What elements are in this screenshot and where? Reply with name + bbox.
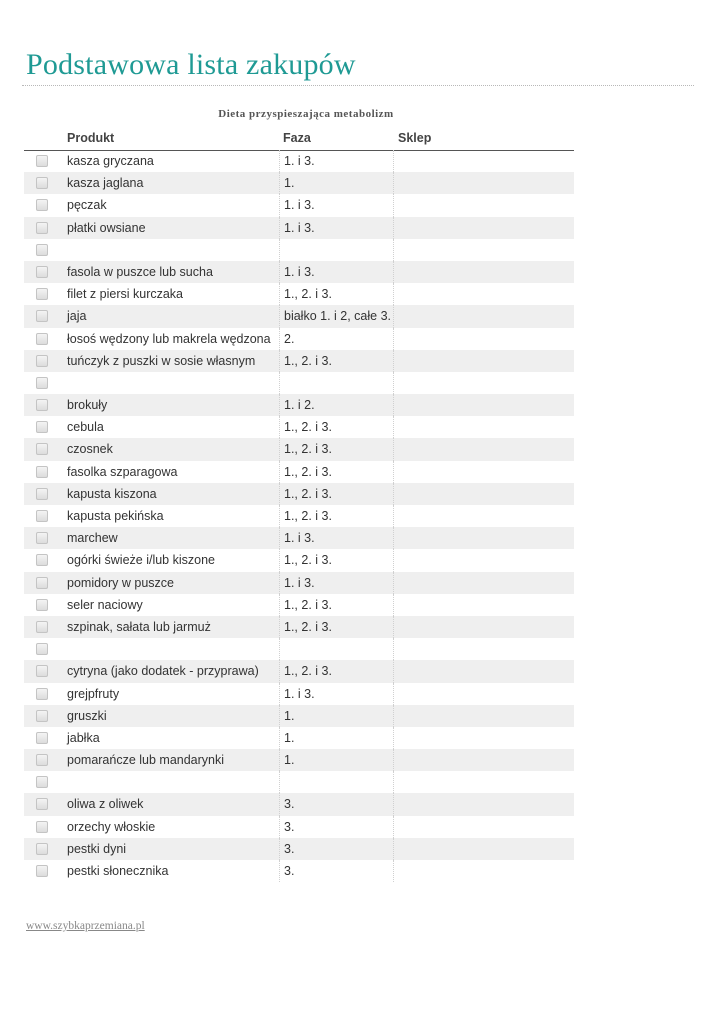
- checkbox[interactable]: [36, 821, 48, 833]
- column-divider: [393, 150, 394, 172]
- checkbox[interactable]: [36, 599, 48, 611]
- column-divider: [393, 505, 394, 527]
- column-divider: [279, 527, 280, 549]
- list-item: [24, 527, 574, 549]
- phase-value: 1., 2. i 3.: [284, 553, 332, 568]
- list-item: [24, 838, 574, 860]
- column-divider: [279, 217, 280, 239]
- checkbox[interactable]: [36, 554, 48, 566]
- checkbox[interactable]: [36, 377, 48, 389]
- column-divider: [393, 350, 394, 372]
- checkbox[interactable]: [36, 244, 48, 256]
- product-name: tuńczyk z puszki w sosie własnym: [67, 353, 256, 368]
- column-header-shop: Sklep: [398, 131, 432, 145]
- checkbox[interactable]: [36, 665, 48, 677]
- product-name: fasolka szparagowa: [67, 464, 178, 479]
- phase-value: 3.: [284, 797, 295, 812]
- phase-value: 3.: [284, 841, 295, 856]
- column-divider: [279, 483, 280, 505]
- checkbox[interactable]: [36, 155, 48, 167]
- column-divider: [279, 461, 280, 483]
- column-divider: [279, 438, 280, 460]
- product-name: kapusta kiszona: [67, 486, 157, 501]
- column-divider: [393, 394, 394, 416]
- list-item: [24, 749, 574, 771]
- product-name: cytryna (jako dodatek - przyprawa): [67, 664, 259, 679]
- product-name: fasola w puszce lub sucha: [67, 264, 213, 279]
- phase-value: 3.: [284, 819, 295, 834]
- column-divider: [393, 683, 394, 705]
- checkbox[interactable]: [36, 199, 48, 211]
- column-divider: [393, 328, 394, 350]
- footer-link[interactable]: www.szybkaprzemiana.pl: [26, 920, 145, 932]
- phase-value: 1.: [284, 753, 295, 768]
- phase-value: 1., 2. i 3.: [284, 664, 332, 679]
- column-divider: [279, 616, 280, 638]
- product-name: marchew: [67, 531, 118, 546]
- table-caption: Dieta przyspieszająca metabolizm: [218, 108, 394, 120]
- phase-value: 1., 2. i 3.: [284, 509, 332, 523]
- checkbox[interactable]: [36, 577, 48, 589]
- checkbox[interactable]: [36, 177, 48, 189]
- checkbox[interactable]: [36, 443, 48, 455]
- phase-value: 1. i 2.: [284, 398, 315, 413]
- column-header-phase: Faza: [283, 131, 311, 145]
- product-name: brokuły: [67, 398, 108, 413]
- column-divider: [393, 305, 394, 327]
- checkbox[interactable]: [36, 510, 48, 522]
- column-divider: [279, 372, 280, 394]
- product-name: jabłka: [67, 730, 100, 745]
- column-divider: [279, 771, 280, 793]
- column-divider: [279, 838, 280, 860]
- column-divider: [279, 261, 280, 283]
- list-item: [24, 194, 574, 216]
- phase-value: 1., 2. i 3.: [284, 287, 332, 302]
- checkbox[interactable]: [36, 288, 48, 300]
- column-divider: [393, 372, 394, 394]
- column-divider: [279, 594, 280, 616]
- product-name: grejpfruty: [67, 686, 120, 701]
- product-name: ogórki świeże i/lub kiszone: [67, 553, 215, 568]
- phase-value: 1., 2. i 3.: [284, 442, 332, 457]
- column-divider: [393, 816, 394, 838]
- column-divider: [393, 749, 394, 771]
- list-item: [24, 416, 574, 438]
- list-item: [24, 793, 574, 815]
- phase-value: 1. i 3.: [284, 220, 315, 235]
- product-name: czosnek: [67, 442, 113, 457]
- list-item: [24, 683, 574, 705]
- column-divider: [393, 793, 394, 815]
- column-divider: [393, 172, 394, 194]
- column-divider: [393, 771, 394, 793]
- page-title: Podstawowa lista zakupów: [26, 48, 356, 81]
- list-item: [24, 727, 574, 749]
- column-divider: [279, 749, 280, 771]
- list-item: [24, 150, 574, 172]
- column-divider: [393, 283, 394, 305]
- phase-value: 1. i 3.: [284, 575, 315, 590]
- list-item: [24, 438, 574, 460]
- title-divider: [22, 85, 694, 86]
- phase-value: 1. i 3.: [284, 264, 315, 279]
- column-divider: [279, 305, 280, 327]
- list-item: [24, 816, 574, 838]
- checkbox[interactable]: [36, 865, 48, 877]
- list-item: [24, 771, 574, 793]
- column-divider: [393, 860, 394, 882]
- column-divider: [279, 660, 280, 682]
- table-header: [24, 128, 574, 151]
- phase-value: 1.: [284, 730, 295, 745]
- list-item: [24, 350, 574, 372]
- phase-value: 2.: [284, 331, 295, 346]
- list-item: [24, 660, 574, 682]
- list-item: [24, 572, 574, 594]
- column-divider: [393, 838, 394, 860]
- product-name: seler naciowy: [67, 597, 143, 612]
- shopping-list-table: [24, 150, 574, 882]
- checkbox[interactable]: [36, 688, 48, 700]
- list-item: [24, 860, 574, 882]
- checkbox[interactable]: [36, 710, 48, 722]
- column-divider: [393, 727, 394, 749]
- product-name: cebula: [67, 420, 104, 435]
- column-divider: [393, 483, 394, 505]
- checkbox[interactable]: [36, 532, 48, 544]
- product-name: kasza jaglana: [67, 176, 144, 191]
- product-name: pestki słonecznika: [67, 864, 169, 878]
- column-divider: [279, 394, 280, 416]
- column-divider: [279, 860, 280, 882]
- column-divider: [279, 683, 280, 705]
- column-divider: [393, 616, 394, 638]
- checkbox[interactable]: [36, 222, 48, 234]
- product-name: filet z piersi kurczaka: [67, 287, 184, 302]
- checkbox[interactable]: [36, 488, 48, 500]
- list-item: [24, 261, 574, 283]
- column-divider: [393, 705, 394, 727]
- column-divider: [393, 239, 394, 261]
- phase-value: 1., 2. i 3.: [284, 353, 332, 368]
- list-item: [24, 372, 574, 394]
- column-divider: [393, 549, 394, 571]
- column-divider: [279, 350, 280, 372]
- phase-value: 1., 2. i 3.: [284, 420, 332, 435]
- phase-value: 1., 2. i 3.: [284, 619, 332, 634]
- column-divider: [279, 572, 280, 594]
- phase-value: 1. i 3.: [284, 198, 315, 213]
- list-item: [24, 549, 574, 571]
- column-divider: [393, 194, 394, 216]
- checkbox[interactable]: [36, 421, 48, 433]
- list-item: [24, 616, 574, 638]
- column-divider: [279, 150, 280, 172]
- column-divider: [393, 438, 394, 460]
- column-divider: [279, 638, 280, 660]
- product-name: orzechy włoskie: [67, 819, 156, 834]
- checkbox[interactable]: [36, 732, 48, 744]
- column-divider: [279, 416, 280, 438]
- phase-value: 1., 2. i 3.: [284, 597, 332, 612]
- column-divider: [393, 416, 394, 438]
- phase-value: 3.: [284, 864, 295, 878]
- list-item: [24, 283, 574, 305]
- column-header-product: Produkt: [67, 131, 115, 145]
- column-divider: [279, 816, 280, 838]
- product-name: gruszki: [67, 708, 107, 723]
- list-item: [24, 239, 574, 261]
- checkbox[interactable]: [36, 355, 48, 367]
- column-divider: [279, 549, 280, 571]
- list-item: [24, 705, 574, 727]
- checkbox[interactable]: [36, 754, 48, 766]
- column-divider: [279, 793, 280, 815]
- checkbox[interactable]: [36, 843, 48, 855]
- product-name: jaja: [67, 309, 87, 324]
- checkbox[interactable]: [36, 643, 48, 655]
- list-item: [24, 594, 574, 616]
- column-divider: [279, 283, 280, 305]
- column-divider: [393, 572, 394, 594]
- column-divider: [279, 172, 280, 194]
- list-item: [24, 505, 574, 527]
- column-divider: [393, 594, 394, 616]
- column-divider: [279, 705, 280, 727]
- checkbox[interactable]: [36, 310, 48, 322]
- column-divider: [393, 638, 394, 660]
- column-divider: [279, 239, 280, 261]
- list-item: [24, 172, 574, 194]
- product-name: kapusta pekińska: [67, 509, 164, 523]
- phase-value: 1.: [284, 708, 295, 723]
- phase-value: 1. i 3.: [284, 531, 315, 546]
- checkbox[interactable]: [36, 399, 48, 411]
- phase-value: białko 1. i 2, całe 3.: [284, 309, 392, 324]
- column-divider: [393, 527, 394, 549]
- list-item: [24, 461, 574, 483]
- column-divider: [393, 261, 394, 283]
- product-name: szpinak, sałata lub jarmuż: [67, 619, 211, 634]
- checkbox[interactable]: [36, 333, 48, 345]
- checkbox[interactable]: [36, 798, 48, 810]
- column-divider: [279, 505, 280, 527]
- column-divider: [279, 727, 280, 749]
- product-name: kasza gryczana: [67, 154, 154, 168]
- phase-value: 1.: [284, 176, 295, 191]
- checkbox[interactable]: [36, 466, 48, 478]
- checkbox[interactable]: [36, 266, 48, 278]
- column-divider: [393, 217, 394, 239]
- list-item: [24, 483, 574, 505]
- column-divider: [393, 660, 394, 682]
- product-name: łosoś wędzony lub makrela wędzona: [67, 331, 271, 346]
- column-divider: [279, 328, 280, 350]
- phase-value: 1., 2. i 3.: [284, 486, 332, 501]
- list-item: [24, 394, 574, 416]
- checkbox[interactable]: [36, 776, 48, 788]
- product-name: pomarańcze lub mandarynki: [67, 753, 225, 768]
- phase-value: 1., 2. i 3.: [284, 464, 332, 479]
- product-name: pomidory w puszce: [67, 575, 174, 590]
- product-name: pęczak: [67, 198, 107, 213]
- product-name: oliwa z oliwek: [67, 797, 144, 812]
- phase-value: 1. i 3.: [284, 154, 315, 168]
- list-item: [24, 328, 574, 350]
- list-item: [24, 217, 574, 239]
- checkbox[interactable]: [36, 621, 48, 633]
- product-name: pestki dyni: [67, 841, 127, 856]
- product-name: płatki owsiane: [67, 220, 146, 235]
- column-divider: [279, 194, 280, 216]
- list-item: [24, 305, 574, 327]
- column-divider: [393, 461, 394, 483]
- phase-value: 1. i 3.: [284, 686, 315, 701]
- list-item: [24, 638, 574, 660]
